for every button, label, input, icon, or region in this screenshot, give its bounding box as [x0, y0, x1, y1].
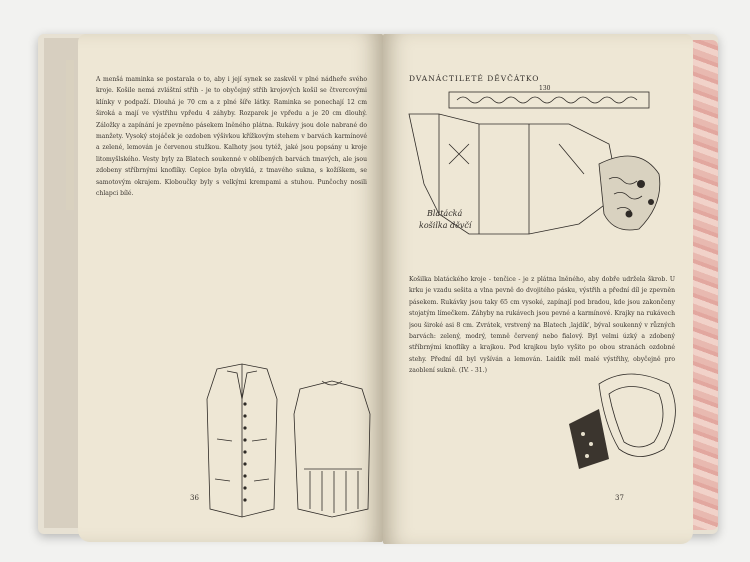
underlying-page-edge — [66, 60, 80, 220]
vest-illustrations — [182, 359, 382, 519]
embroidery-band — [449, 92, 649, 108]
right-page — [383, 34, 693, 544]
front-vest-drawing — [207, 364, 277, 517]
page-header: DVANÁCTILETÉ DĚVČÁTKO — [409, 74, 540, 83]
blouse-pattern-diagram — [409, 84, 679, 264]
cover-patterned-edge — [690, 40, 718, 530]
figure-label-1: Blatácká — [427, 209, 463, 218]
right-page-body: Košilka blatáckého kroje - tenčice - je z plátna lněného, aby dobře udržela škrob. U krku je vzadu sešita a vlna pevně do dvojitého pásku, výstřih a přední díl je zpevněn pásekem. Rukávky jsou taky 65 cm vysoké, zapínají pod bradou, kde jsou zakončeny stojatým límečkem. Záhyby na rukávech jsou pevné a karmínové. Krajky na rukávech jsou široké asi 8 cm. Zvrátek, vrstvený na Blatech ,lajdík', býval soukenný v různých barvách: zelený, modrý, temně červený nebo fialový. Byl velmi úzký a zdobený stříbrnými knoflíky a krajkou. Pod krajkou bylo vyšito po obou stranách ozdobné stehy. Přední díl byl vyšíván a lemován. Laidík měl malé výstřihy, obyčejně pro zaoblení sukně. (IV. - 31.) — [409, 276, 675, 375]
measure-label: 130 — [539, 85, 551, 92]
figure-label-2: košilka děvčí — [419, 221, 472, 230]
left-page — [78, 34, 383, 542]
bodice-embroidery — [569, 409, 609, 469]
left-page-body: A menšá maminka se postarala o to, aby i její synek se zaskvěl v plné nádheře svého kroje. Košile nemá zvláštní střih - je to obyčejný střih krojových košil se čtvercovými klínky v podpaží. Dlouhá je 70 cm a z plné šíře látky. Raminka se ponechají 12 cm široká a mají ve výstřihu vpředu 4 záhyby. Rozparek je vpředu a je 20 cm dlouhý. Záložky a zapínání je zpevněno pásekem lněného plátna. Rukávy jsou dole nabrané do manžety. Vysoký stojáček je ozdoben výšivkou křížkovým stehem v barvách karmínové a zelené, lemován je červenou stužkou. Kalhoty jsou tytéž, jaké jsou popsány u kroje litomyšlského. Vesty byly za Blatech soukenné v oblíbených barvách tmavých, ale jsou zdobeny stříbrnými knoflíky. Cepice byla obvyklá, z tmavého sukna, s kožíškem, se samotovým okrajem. Kloboučky byly s velkými krempami a stuhou. Punčochy nosili chlapci bílé. — [96, 76, 367, 198]
embroidered-sleeve-drawing — [599, 156, 660, 230]
back-vest-drawing — [294, 381, 370, 517]
bodice-drawing — [569, 364, 689, 474]
right-page-number: 37 — [615, 494, 624, 502]
left-page-number: 36 — [190, 494, 199, 502]
